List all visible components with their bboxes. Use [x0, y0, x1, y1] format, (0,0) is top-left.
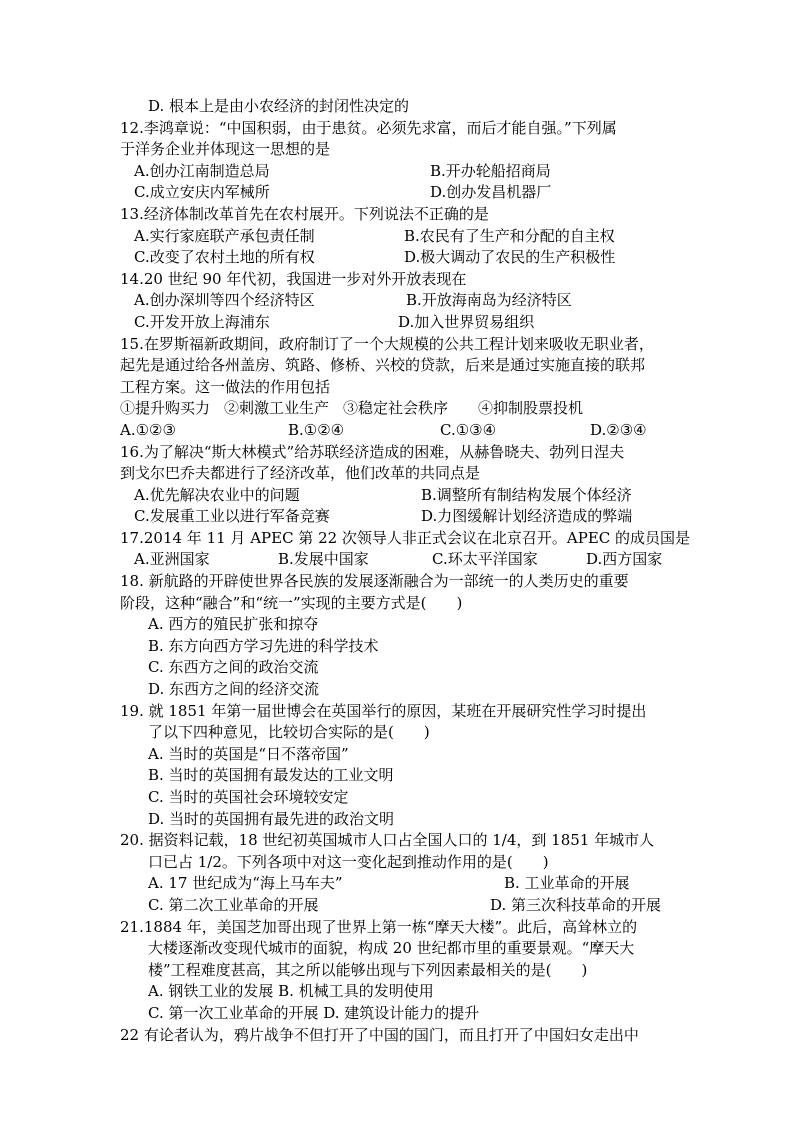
q21-stem: 21.1884 年，美国芝加哥出现了世界上第一栋“摩天大楼”。此后，高耸林立的 — [120, 917, 638, 936]
q16-option-a: A.优先解决农业中的问题 — [134, 485, 300, 504]
q19-option-a: A. 当时的英国是“日不落帝国” — [148, 744, 349, 763]
q15-options — [120, 420, 676, 442]
q18-stem-cont: 阶段，这种“融合”和“统一”实现的主要方式是( ) — [120, 593, 463, 612]
q12-options-ab — [120, 161, 676, 183]
q15-item-1: ①提升购买力 — [120, 399, 211, 418]
q15-stem-cont: 起先是通过给各州盖房、筑路、修桥、兴校的贷款，后来是通过实施直接的联邦 — [120, 356, 646, 375]
q12-option-c: C.成立安庆内军械所 — [134, 183, 270, 202]
q21-options-ab: A. 钢铁工业的发展 B. 机械工具的发明使用 — [148, 982, 434, 1001]
q19-stem-cont: 了以下四种意见，比较切合实际的是( ) — [148, 723, 430, 742]
q16-option-c: C.发展重工业以进行军备竞赛 — [134, 507, 330, 526]
q16-option-d: D.力图缓解计划经济造成的弊端 — [421, 507, 633, 526]
q20-option-b: B. 工业革命的开展 — [504, 874, 630, 893]
exam-page — [120, 96, 691, 1046]
q20-stem-cont: 口已占 1/2。下列各项中对这一变化起到推动作用的是( ) — [148, 852, 549, 871]
q18-option-c: C. 东西方之间的政治交流 — [148, 658, 319, 677]
q15-item-4: ④抑制股票投机 — [478, 399, 584, 418]
q19-option-b: B. 当时的英国拥有最发达的工业文明 — [148, 766, 394, 785]
q14-options-ab — [120, 290, 676, 312]
q16-options-ab — [120, 485, 676, 507]
q16-stem: 16.为了解决“斯大林模式”给苏联经济造成的困难，从赫鲁晓夫、勃列日涅夫 — [120, 442, 625, 461]
q17-option-d: D.西方国家 — [586, 550, 663, 569]
q13-options-cd — [120, 247, 676, 269]
q13-option-c: C.改变了农村土地的所有权 — [134, 248, 315, 267]
q19-stem: 19. 就 1851 年第一届世博会在英国举行的原因，某班在开展研究性学习时提出 — [120, 701, 647, 720]
q15-items — [120, 398, 676, 420]
q14-options-cd — [120, 312, 676, 334]
q15-option-c: C.①③④ — [440, 420, 497, 439]
q20-option-c: C. 第二次工业革命的开展 — [148, 895, 319, 914]
q14-option-c: C.开发开放上海浦东 — [134, 312, 270, 331]
q13-option-d: D.极大调动了农民的生产积极性 — [404, 248, 616, 267]
q15-item-3: ③稳定社会秩序 — [343, 399, 449, 418]
q12-option-a: A.创办江南制造总局 — [134, 161, 270, 180]
q15-stem-cont2: 工程方案。这一做法的作用包括 — [120, 377, 331, 396]
q17-option-a: A.亚洲国家 — [134, 550, 210, 569]
q20-options-ab — [120, 873, 676, 895]
q16-option-b: B.调整所有制结构发展个体经济 — [421, 485, 632, 504]
q20-option-d: D. 第三次科技革命的开展 — [490, 895, 662, 914]
q17-stem: 17.2014 年 11 月 APEC 第 22 次领导人非正式会议在北京召开。APEC 的成员国是 — [120, 528, 691, 547]
q15-option-a: A.①②③ — [120, 420, 176, 439]
q17-option-b: B.发展中国家 — [278, 550, 369, 569]
q15-item-2: ②刺激工业生产 — [224, 399, 330, 418]
q16-options-cd — [120, 506, 676, 528]
q18-option-b: B. 东方向西方学习先进的科学技术 — [148, 636, 379, 655]
q18-option-a: A. 西方的殖民扩张和掠夺 — [148, 615, 319, 634]
q18-stem: 18. 新航路的开辟使世界各民族的发展逐渐融合为一部统一的人类历史的重要 — [120, 572, 629, 591]
q15-option-d: D.②③④ — [590, 420, 647, 439]
q20-stem: 20. 据资料记载，18 世纪初英国城市人口占全国人口的 1/4，到 1851 年城市人 — [120, 831, 655, 850]
q13-options-ab — [120, 226, 676, 248]
q12-options-cd — [120, 182, 676, 204]
q12-option-b: B.开办轮船招商局 — [430, 161, 551, 180]
q19-option-d: D. 当时的英国拥有最先进的政治文明 — [148, 809, 395, 828]
q22-stem: 22 有论者认为，鸦片战争不但打开了中国的国门，而且打开了中国妇女走出中 — [120, 1025, 639, 1044]
q20-option-a: A. 17 世纪成为“海上马车夫” — [148, 874, 343, 893]
q13-stem: 13.经济体制改革首先在农村展开。下列说法不正确的是 — [120, 204, 489, 223]
q19-option-c: C. 当时的英国社会环境较安定 — [148, 788, 349, 806]
q15-option-b: B.①②④ — [288, 420, 345, 439]
q12-option-d: D.创办发昌机器厂 — [430, 183, 552, 202]
q21-options-cd: C. 第一次工业革命的开展 D. 建筑设计能力的提升 — [148, 1003, 480, 1022]
q13-option-b: B.农民有了生产和分配的自主权 — [404, 226, 615, 245]
q12-stem: 12.李鸿章说：“中国积弱，由于患贫。必须先求富，而后才能自强。”下列属 — [120, 118, 617, 137]
q21-stem-cont2: 楼”工程难度甚高，其之所以能够出现与下列因素最相关的是( ) — [148, 960, 588, 979]
q21-stem-cont: 大楼逐渐改变现代城市的面貌，构成 20 世纪都市里的重要景观。“摩天大 — [148, 939, 635, 958]
q14-option-d: D.加入世界贸易组织 — [398, 312, 535, 331]
q13-option-a: A.实行家庭联产承包责任制 — [134, 226, 315, 245]
q17-option-c: C.环太平洋国家 — [432, 550, 538, 569]
q14-stem: 14.20 世纪 90 年代初，我国进一步对外开放表现在 — [120, 269, 467, 288]
q18-option-d: D. 东西方之间的经济交流 — [148, 680, 320, 699]
q14-option-a: A.创办深圳等四个经济特区 — [134, 291, 315, 310]
q15-stem: 15.在罗斯福新政期间，政府制订了一个大规模的公共工程计划来吸收无职业者， — [120, 334, 654, 353]
q20-options-cd — [120, 895, 676, 917]
q16-stem-cont: 到戈尔巴乔夫都进行了经济改革，他们改革的共同点是 — [120, 464, 481, 483]
q11-option-d: D. 根本上是由小农经济的封闭性决定的 — [148, 97, 410, 115]
q17-options — [120, 549, 676, 571]
q14-option-b: B.开放海南岛为经济特区 — [406, 291, 572, 310]
q12-stem-cont: 于洋务企业并体现这一思想的是 — [120, 140, 331, 159]
